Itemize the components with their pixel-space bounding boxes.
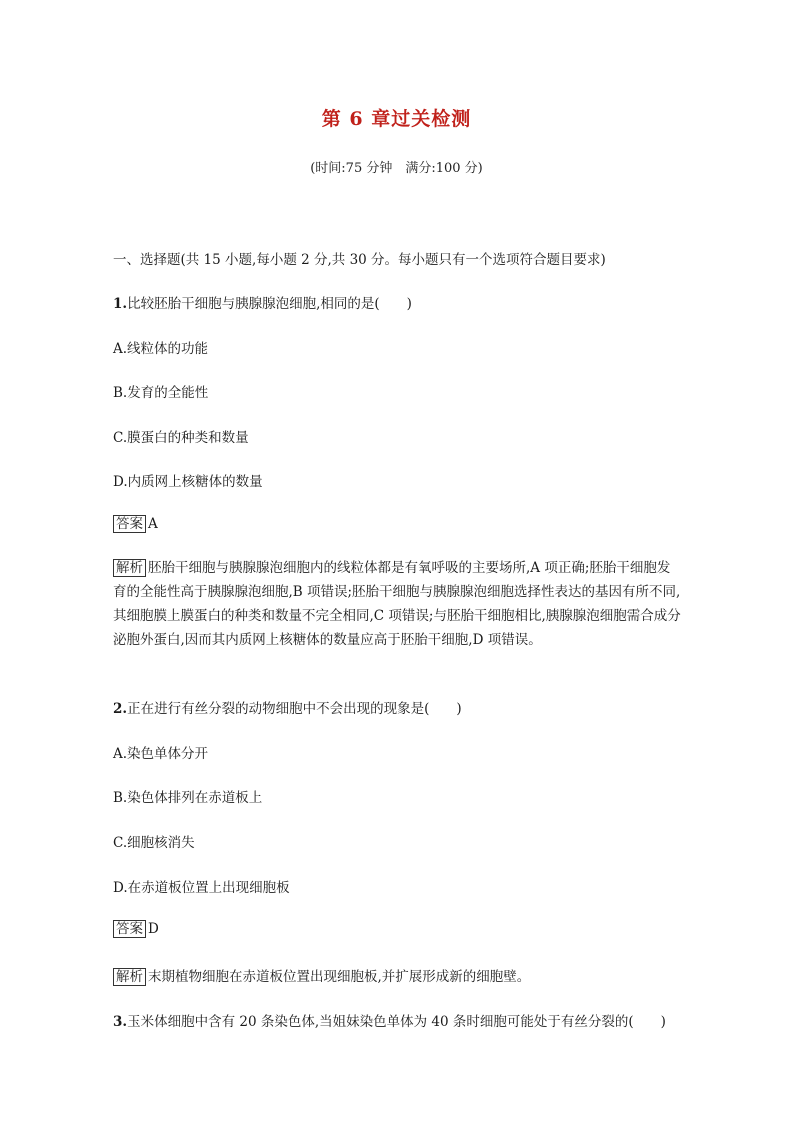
question-number: 3. [113, 1014, 128, 1030]
question-2-option-c: C.细胞核消失 [113, 835, 195, 851]
analysis-tag: 解析 [113, 968, 146, 986]
question-text: 玉米体细胞中含有 20 条染色体,当姐妹染色单体为 40 条时细胞可能处于有丝分裂的( ) [127, 1014, 666, 1030]
question-number: 2. [113, 701, 128, 717]
question-2-option-a: A.染色单体分开 [113, 746, 209, 762]
question-2-stem [113, 697, 693, 717]
question-text: 比较胚胎干细胞与胰腺腺泡细胞,相同的是( ) [127, 296, 412, 312]
analysis-text: 末期植物细胞在赤道板位置出现细胞板,并扩展形成新的细胞壁。 [148, 969, 531, 985]
question-1-stem [113, 292, 693, 312]
question-1-option-a: A.线粒体的功能 [113, 341, 209, 357]
answer-tag: 答案 [113, 515, 146, 533]
question-1-option-c: C.膜蛋白的种类和数量 [113, 430, 249, 446]
answer-value: A [148, 516, 158, 532]
analysis-text: 胚胎干细胞与胰腺腺泡细胞内的线粒体都是有氧呼吸的主要场所,A 项正确;胚胎干细胞发育的全能性高于胰腺腺泡细胞,B 项错误;胚胎干细胞与胰腺腺泡细胞选择性表达的基因有所不同,其细胞膜上膜蛋白的种类和数量不完全相同,C 项错误;与胚胎干细胞相比,胰腺腺泡细胞需合成分泌胞外蛋白,因而其内质网上核糖体的数量应高于胚胎干细胞,D 项错误。 [113, 560, 681, 648]
answer-tag: 答案 [113, 920, 146, 938]
section-heading: 一、选择题(共 15 小题,每小题 2 分,共 30 分。每小题只有一个选项符合题目要求) [113, 252, 606, 268]
question-2-answer [113, 920, 693, 938]
question-2-option-b: B.染色体排列在赤道板上 [113, 790, 263, 806]
page-title: 第 6 章过关检测 [321, 108, 472, 130]
question-2-option-d: D.在赤道板位置上出现细胞板 [113, 880, 290, 896]
question-2-analysis [113, 965, 693, 986]
question-1-answer [113, 515, 693, 533]
analysis-tag: 解析 [113, 559, 146, 577]
question-1-option-b: B.发育的全能性 [113, 385, 209, 401]
question-number: 1. [113, 296, 128, 312]
question-1-analysis [113, 556, 683, 652]
exam-info: (时间:75 分钟 满分:100 分) [310, 161, 483, 176]
answer-value: D [148, 921, 159, 937]
question-1-option-d: D.内质网上核糖体的数量 [113, 474, 263, 490]
question-text: 正在进行有丝分裂的动物细胞中不会出现的现象是( ) [127, 701, 462, 717]
question-3-stem [113, 1010, 693, 1030]
